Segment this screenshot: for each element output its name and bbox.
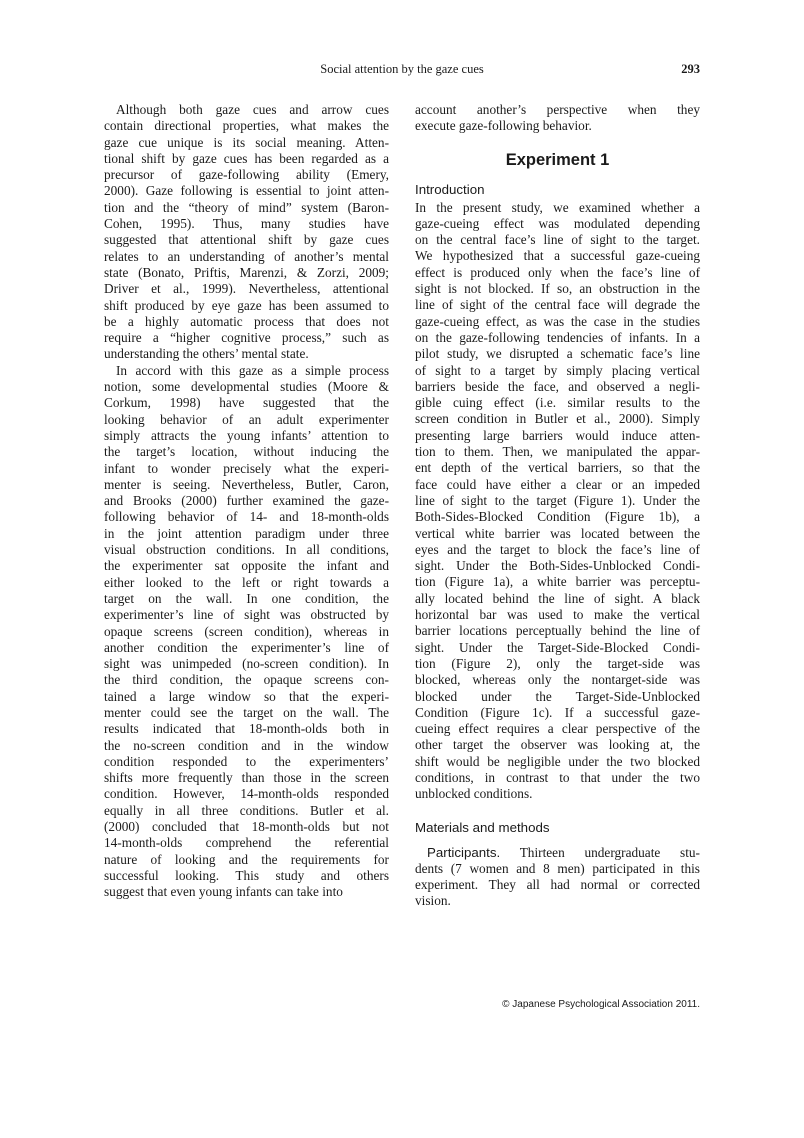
running-title: Social attention by the gaze cues	[320, 62, 484, 76]
text-line: sight was unimpeded (no-screen condition). In	[104, 656, 389, 672]
text-line: of sight to a target by simply placing vertical	[415, 362, 700, 378]
text-line: condition. However, 14-month-olds responded	[104, 786, 389, 802]
text-line: sight is not blocked. If so, an obstruction in the	[415, 281, 700, 297]
text-line: the third condition, the opaque screens con-	[104, 672, 389, 688]
text-line: In accord with this gaze as a simple process	[116, 362, 389, 378]
text-line: ent depth of the vertical barriers, so that the	[415, 460, 700, 476]
text-line: target on the wall. In one condition, the	[104, 590, 389, 606]
text-line: on the gaze-following tendencies of infants. In a	[415, 329, 700, 345]
text-line: tion and the “theory of mind” system (Baron-	[104, 199, 389, 215]
participants-runin: Participants.	[427, 844, 501, 860]
text-line: conditions, in contrast to that under the two	[415, 769, 700, 785]
text-line: notion, some developmental studies (Moore &	[104, 379, 389, 395]
text-line: equally in all three conditions. Butler et al.	[104, 802, 389, 818]
text-line: gaze-cueing effect, as was the case in the studies	[415, 313, 700, 329]
text-line: blocked under the Target-Side-Unblocked	[415, 688, 700, 704]
text-line: the no-screen condition and in the window	[104, 737, 389, 753]
text-line: screen condition in Butler et al., 2000). Simply	[415, 411, 700, 427]
text-line: condition responded to the experimenters’	[104, 753, 389, 769]
text-line: sight. Under the Both-Sides-Unblocked Condi-	[415, 558, 700, 574]
text-line: sight. Under the Target-Side-Blocked Condi-	[415, 639, 700, 655]
text-line: experiment. They all had normal or corrected	[415, 877, 700, 893]
text-line: understanding the others’ mental state.	[104, 346, 309, 362]
text-line: execute gaze-following behavior.	[415, 118, 592, 134]
text-line: Corkum, 1998) have suggested that the	[104, 395, 389, 411]
text-line: horizontal bar was used to make the vertical	[415, 607, 700, 623]
text-line: unblocked conditions.	[415, 786, 533, 802]
text-line: Both-Sides-Blocked Condition (Figure 1b), a	[415, 509, 700, 525]
text-line: cueing effect requires a clear perspective of the	[415, 721, 700, 737]
text-line: contain directional properties, what makes the	[104, 118, 389, 134]
text-line: menter could see the target on the wall. The	[104, 704, 389, 720]
text-line: precursor of gaze-following ability (Emery,	[104, 167, 389, 183]
text-line: line of sight to the target (Figure 1). Under the	[415, 492, 700, 508]
participants-paragraph	[415, 845, 700, 910]
text-line: effect is produced only when the face’s line of	[415, 264, 700, 280]
introduction-paragraph	[415, 200, 700, 803]
text-line: Participants. Thirteen undergraduate stu-	[427, 844, 700, 860]
text-line: other target the observer was looking at, the	[415, 737, 700, 753]
text-line: results indicated that 18-month-olds both in	[104, 721, 389, 737]
text-line: simply attracts the young infants’ attention to	[104, 427, 389, 443]
text-line: shift would be negligible under the two blocked	[415, 753, 700, 769]
text-line: tion (Figure 1a), a white barrier was perceptu-	[415, 574, 700, 590]
text-line: tained a large window so that the experi-	[104, 688, 389, 704]
text-line: following behavior of 14- and 18-month-olds	[104, 509, 389, 525]
page-number: 293	[681, 62, 700, 76]
text-line: state (Bonato, Priftis, Marenzi, & Zorzi, 2009;	[104, 264, 389, 280]
text-line: gible cuing effect (i.e. similar results to the	[415, 395, 700, 411]
text-line: face could have either a clear or an impeded	[415, 476, 700, 492]
methods-heading: Materials and methods	[415, 819, 550, 835]
text-line: gaze-cueing effect was modulated depending	[415, 215, 700, 231]
text-line: menter is seeing. Nevertheless, Butler, Caron,	[104, 476, 389, 492]
text-line: (2000) concluded that 18-month-olds but not	[104, 819, 389, 835]
text-line: on the central face’s line of sight to the target.	[415, 232, 700, 248]
text-line: pilot study, we disrupted a schematic face’s line	[415, 346, 700, 362]
copyright-notice: © Japanese Psychological Association 2011.	[502, 999, 700, 1010]
text-line: the experimenter sat opposite the infant and	[104, 558, 389, 574]
left-column	[104, 102, 389, 901]
text-line: barrier locations perceptually behind the line of	[415, 623, 700, 639]
right-column	[415, 102, 700, 910]
text-line: 14-month-olds comprehend the referential	[104, 835, 389, 851]
text-line: line of sight of the central face will degrade the	[415, 297, 700, 313]
text-line: account another’s perspective when they	[415, 102, 700, 117]
running-header	[104, 62, 700, 80]
text-line: another condition the experimenter’s line of	[104, 639, 389, 655]
text-line: visual obstruction conditions. In all conditions,	[104, 542, 389, 558]
text-line: the target’s location, without inducing the	[104, 444, 389, 460]
text-line: Cohen, 1995). Thus, many studies have	[104, 216, 389, 232]
text-line: shifts more frequently than those in the screen	[104, 770, 389, 786]
text-line: opaque screens (screen condition), whereas in	[104, 623, 389, 639]
text-line: ally located behind the line of sight. A black	[415, 590, 700, 606]
text-line: tional shift by gaze cues has been regarded as a	[104, 150, 389, 166]
text-line: suggested that attentional shift by gaze cues	[104, 232, 389, 248]
text-line: require a “higher cognitive process,” such as	[104, 330, 389, 346]
text-line: vision.	[415, 893, 451, 909]
text-line: blocked, whereas only the nontarget-side was	[415, 672, 700, 688]
text-line: looking behavior of an adult experimenter	[104, 411, 389, 427]
text-line: dents (7 women and 8 men) participated in this	[415, 860, 700, 876]
text-line: Although both gaze cues and arrow cues	[116, 102, 389, 117]
text-line: successful looking. This study and others	[104, 867, 389, 883]
text-line: infant to wonder precisely what the experi-	[104, 460, 389, 476]
text-line: either looked to the left or right towards a	[104, 574, 389, 590]
text-line: Condition (Figure 1c). If a successful gaze-	[415, 704, 700, 720]
paragraph	[104, 102, 389, 363]
text-line: tion to them. Then, we manipulated the appar-	[415, 444, 700, 460]
text-line: 2000). Gaze following is essential to joint atten-	[104, 183, 389, 199]
text-line: relates to an understanding of another’s mental	[104, 248, 389, 264]
text-line: Driver et al., 1999). Nevertheless, attentional	[104, 281, 389, 297]
continuation-paragraph	[415, 102, 700, 135]
text-line: barriers beside the face, and observed a negli-	[415, 378, 700, 394]
introduction-heading: Introduction	[415, 181, 485, 197]
text-line: experimenter’s line of sight was obstructed by	[104, 607, 389, 623]
text-line: gaze cue unique is its social meaning. Atten-	[104, 134, 389, 150]
text-line: In the present study, we examined whether a	[415, 199, 700, 215]
section-heading: Experiment 1	[505, 150, 610, 169]
text-line: We hypothesized that a successful gaze-cueing	[415, 248, 700, 264]
text-line: be a highly automatic process that does not	[104, 313, 389, 329]
text-line: eyes and the target to block the face’s line of	[415, 541, 700, 557]
text-line: tion (Figure 2), only the target-side was	[415, 655, 700, 671]
paragraph	[104, 363, 389, 901]
text-line: suggest that even young infants can take into	[104, 884, 343, 900]
text-line: nature of looking and the requirements for	[104, 851, 389, 867]
text-line: vertical white barrier was located between the	[415, 525, 700, 541]
text-line: and Brooks (2000) further examined the gaze-	[104, 493, 389, 509]
text-line: presenting large barriers would induce atten-	[415, 427, 700, 443]
text-line: in the joint attention paradigm under three	[104, 525, 389, 541]
text-line: shift produced by eye gaze has been assumed to	[104, 297, 389, 313]
